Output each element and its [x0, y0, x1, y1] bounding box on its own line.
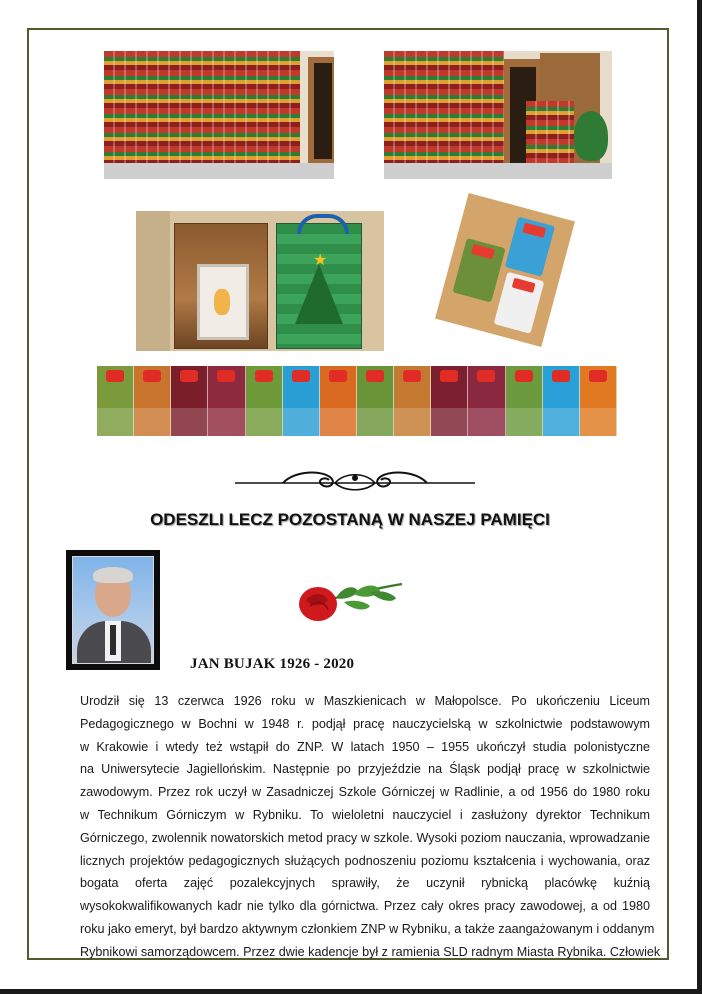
window [136, 211, 170, 351]
biography-line: Rybnikowi samorządowcem. Przez dwie kadencje był z ramienia SLD radnym Miasta Rybnika. Człowiek [80, 944, 661, 959]
gift-stack [384, 51, 504, 179]
snack-packet [134, 366, 171, 436]
packet-photo [580, 408, 616, 436]
biography-line: w Technikum Górniczym w Rybniku. To wieloletni nauczyciel i zasłużony dyrektor Technikum [80, 807, 650, 822]
biography-line: Pedagogicznego w Bochni w 1948 r. podjął pracę nauczycielską w szkolnictwie podstawowym [80, 716, 650, 731]
packet-photo [506, 408, 542, 436]
candle-glow [214, 289, 230, 315]
snack-packet [543, 366, 580, 436]
packet-photo [394, 408, 430, 436]
biography-line: Górniczego, zwolennik nowatorskich metod pracy w szkole. Wysoki poziom nauczania, wprowadzanie [80, 830, 650, 845]
brand-logo [515, 370, 533, 382]
biography-line: w Krakowie i wtedy też wstąpił do ZNP. W latach 1950 – 1955 ukończył studia polonistyczne [80, 739, 650, 754]
snack-packet [208, 366, 245, 436]
photo-gift-stack-2 [384, 51, 612, 179]
photo-snack-packets-row [97, 366, 617, 436]
snack-packet [394, 366, 431, 436]
snack-bag-blue [505, 217, 555, 277]
snack-packet [357, 366, 394, 436]
snack-packet [246, 366, 283, 436]
snack-packet [468, 366, 505, 436]
brand-logo [143, 370, 161, 382]
person-name-dates: JAN BUJAK 1926 - 2020 [190, 656, 355, 672]
snack-packet [171, 366, 208, 436]
biography-line: bogata oferta zajęć pozalekcyjnych sprawiły, że uczynił rybnicką placówkę kuźnią [80, 876, 650, 891]
page-edge-right [697, 0, 702, 994]
packet-photo [543, 408, 579, 436]
decorative-divider [235, 466, 475, 494]
snack-packet [97, 366, 134, 436]
brand-logo [589, 370, 607, 382]
biography-text [80, 690, 661, 964]
portrait-image [72, 556, 154, 664]
christmas-tree-icon [295, 264, 343, 324]
brand-logo [292, 370, 310, 382]
brand-logo [522, 223, 546, 238]
portrait-photo [66, 550, 160, 670]
biography-line: zawodowym. Przez rok uczył w Zasadniczej Szkole Górniczej w Radlinie, a od 1956 do 1980 roku [80, 785, 650, 800]
plant [574, 111, 608, 161]
floor [104, 163, 334, 179]
brand-logo [477, 370, 495, 382]
packet-photo [97, 408, 133, 436]
snack-packet [580, 366, 617, 436]
packet-photo [357, 408, 393, 436]
packet-photo [246, 408, 282, 436]
gift-stack [104, 51, 300, 179]
snack-bag-green [452, 238, 505, 302]
biography-line: Urodził się 13 czerwca 1926 roku w Maszkienicach w Małopolsce. Po ukończeniu Liceum [80, 694, 650, 708]
packet-photo [208, 408, 244, 436]
biography-line: wysokokwalifikowanych kadr nie tylko dla górnictwa. Przez cały okres pracy zawodowej, a od 1980 [80, 899, 650, 914]
snack-packet [320, 366, 357, 436]
bag-handle [297, 214, 349, 234]
floor [384, 163, 612, 179]
gift-bag-lantern [174, 223, 268, 349]
brand-logo [106, 370, 124, 382]
snack-packet [283, 366, 320, 436]
photo-gift-stack-1 [104, 51, 334, 179]
brand-logo [552, 370, 570, 382]
biography-line: roku jako emeryt, był bardzo aktywnym członkiem ZNP w Rybniku, a także zaangażowanym i oddanym [80, 921, 655, 936]
packet-photo [468, 408, 504, 436]
hair [93, 567, 133, 583]
lantern-print [197, 264, 249, 340]
page-edge-bottom [0, 989, 702, 994]
brand-logo [329, 370, 347, 382]
biography-line: licznych projektów pedagogicznych służących podnoszeniu poziomu kształcenia i wychowania, oraz [80, 853, 650, 868]
snack-packet [506, 366, 543, 436]
page-title: ODESZLI LECZ POZOSTANĄ W NASZEJ PAMIĘCI [150, 510, 550, 529]
rose-icon [296, 570, 406, 624]
brand-logo [180, 370, 198, 382]
brand-logo [471, 244, 495, 259]
packet-photo [320, 408, 356, 436]
doorway [314, 63, 332, 159]
packet-photo [283, 408, 319, 436]
packet-photo [171, 408, 207, 436]
snack-bag-white [494, 272, 545, 334]
brand-logo [217, 370, 235, 382]
brand-logo [440, 370, 458, 382]
biography-line: na Uniwersytecie Jagiellońskim. Następnie po przyjeździe na Śląsk podjął pracę w szkolnictwie [80, 762, 650, 777]
brand-logo [512, 278, 536, 293]
packet-photo [431, 408, 467, 436]
brand-logo [255, 370, 273, 382]
tie [110, 625, 116, 655]
snack-packet [431, 366, 468, 436]
brand-logo [403, 370, 421, 382]
star-icon: ★ [313, 252, 328, 269]
brand-logo [366, 370, 384, 382]
gift-bag-tree [276, 223, 362, 349]
packet-photo [134, 408, 170, 436]
photo-gift-bags [136, 211, 384, 351]
